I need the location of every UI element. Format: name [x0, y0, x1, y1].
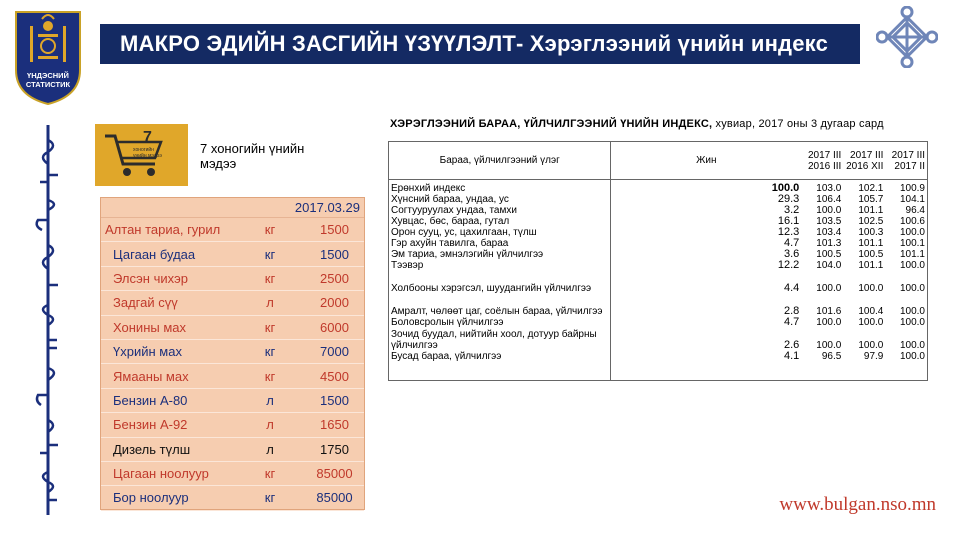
price-item-value: 1500 [320, 246, 349, 262]
cpi-cell-v2: 102.5 [858, 216, 884, 227]
price-row [101, 267, 364, 291]
price-item-name: Цагаан будаа [113, 246, 196, 262]
cpi-cell-weight: 4.4 [611, 271, 801, 294]
logo-text-line2: СТАТИСТИК [25, 80, 71, 89]
price-item-value: 6000 [320, 319, 349, 335]
price-item-unit: л [266, 295, 274, 311]
cpi-filler-cell [843, 362, 885, 380]
cpi-filler-cell [389, 362, 611, 380]
cpi-cell-weight: 2.6 [611, 328, 801, 351]
cpi-cell-v1: 103.0 [816, 183, 842, 194]
cpi-cell-name: Холбооны хэрэгсэл, шуудангийн үйлчилгээ [389, 271, 611, 294]
cpi-col-2-line2: 2016 XII [846, 160, 884, 172]
cpi-row [389, 260, 928, 271]
cpi-filler-cell [611, 362, 801, 380]
price-row [101, 340, 364, 364]
cpi-table [388, 141, 928, 381]
price-item-name: Элсэн чихэр [113, 270, 188, 286]
logo-text-line1: ҮНДЭСНИЙ [27, 71, 69, 80]
cpi-cell-v2: 101.1 [858, 238, 884, 249]
price-item-unit: л [266, 417, 274, 433]
cpi-cell-name: Боловсролын үйлчилгээ [389, 317, 611, 328]
cpi-cell-weight: 4.7 [611, 317, 801, 328]
cpi-title-bold: ХЭРЭГЛЭЭНИЙ БАРАА, ҮЙЛЧИЛГЭЭНИЙ ҮНИЙН ИНДЕКС, [390, 118, 713, 130]
price-item-value: 4500 [320, 368, 349, 384]
cpi-col-3-line1: 2017 III [891, 149, 925, 161]
price-row [101, 242, 364, 266]
endless-knot-icon [876, 6, 938, 68]
cpi-cell-v2: 101.1 [858, 205, 884, 216]
cpi-cell-name: Хувцас, бөс, бараа, гутал [389, 216, 611, 227]
cpi-cell-v3: 100.0 [885, 294, 927, 317]
cpi-filler-cell [801, 362, 843, 380]
price-item-unit: кг [264, 368, 276, 384]
cpi-cell-v3: 101.1 [885, 249, 927, 260]
cpi-row [389, 328, 928, 351]
price-item-value: 2000 [320, 295, 349, 311]
price-item-value: 85000 [316, 466, 353, 482]
page-title: МАКРО ЭДИЙН ЗАСГИЙН ҮЗҮҮЛЭЛТ- Хэрэглээний үнийн индекс [120, 31, 829, 56]
cpi-cell-name: Ерөнхий индекс [389, 180, 611, 195]
cpi-col-2 [843, 142, 885, 180]
cpi-row [389, 194, 928, 205]
cpi-cell-weight: 16.1 [611, 216, 801, 227]
price-item-name: Бор ноолуур [113, 490, 189, 506]
cpi-cell-weight: 100.0 [611, 180, 801, 195]
cpi-cell-v1: 104.0 [816, 260, 842, 271]
cpi-filler-cell [885, 362, 927, 380]
price-item-unit: кг [264, 270, 276, 286]
price-rows [101, 218, 364, 511]
price-item-unit: кг [264, 344, 276, 360]
cpi-cell-v3: 100.0 [885, 351, 927, 362]
price-item-name: Хонины мах [113, 319, 186, 335]
cpi-cell-v3: 100.6 [885, 216, 927, 227]
price-row [101, 462, 364, 486]
cpi-cell-weight: 3.2 [611, 205, 801, 216]
cpi-cell-v1: 103.4 [816, 227, 842, 238]
price-item-name: Задгай сүү [113, 295, 178, 311]
svg-text:7: 7 [143, 130, 152, 146]
cpi-cell-v2: 100.5 [858, 249, 884, 260]
price-row [101, 364, 364, 388]
cpi-row [389, 294, 928, 317]
cpi-cell-v3: 100.0 [885, 328, 927, 351]
nso-logo [8, 6, 88, 106]
cpi-cell-v3: 100.0 [885, 227, 927, 238]
cpi-cell-weight: 12.2 [611, 260, 801, 271]
cpi-cell-weight: 3.6 [611, 249, 801, 260]
price-row [101, 413, 364, 437]
price-row [101, 389, 364, 413]
price-item-value: 1750 [320, 441, 349, 457]
cpi-col-weight: Жин [611, 142, 801, 180]
thumb-text-line1: хоногийн [133, 147, 154, 153]
cpi-body [389, 180, 928, 381]
cpi-cell-v1: 103.5 [816, 216, 842, 227]
cpi-title-rest: хувиар, 2017 оны 3 дугаар сард [712, 118, 884, 130]
cpi-col-1-line2: 2016 III [807, 160, 842, 172]
price-item-name: Алтан тариа, гурил [105, 222, 221, 238]
cpi-cell-name: Тээвэр [389, 260, 611, 271]
cpi-cell-v1: 100.5 [816, 249, 842, 260]
price-item-unit: л [266, 392, 274, 408]
weekly-price-caption [200, 141, 320, 171]
cpi-filler-row [389, 362, 928, 380]
price-row [101, 316, 364, 340]
cpi-cell-v2: 100.4 [858, 306, 884, 317]
price-item-unit: кг [264, 246, 276, 262]
header-bar [100, 24, 860, 64]
mongolian-script-banner [28, 110, 68, 530]
cpi-cell-weight: 4.1 [611, 351, 801, 362]
cpi-cell-v1: 101.6 [816, 306, 842, 317]
price-row [101, 486, 364, 510]
mongolian-script-glyphs [33, 120, 63, 520]
cpi-row [389, 271, 928, 294]
cpi-cell-name: Бусад бараа, үйлчилгээ [389, 351, 611, 362]
price-item-name: Дизель түлш [113, 441, 191, 457]
cpi-row [389, 351, 928, 362]
weekly-caption-text: 7 хоногийн үнийн мэдээ [200, 141, 305, 171]
price-item-value: 1650 [320, 417, 349, 433]
price-item-value: 85000 [316, 490, 353, 506]
cpi-row [389, 227, 928, 238]
cpi-cell-weight: 12.3 [611, 227, 801, 238]
cpi-col-1 [801, 142, 843, 180]
cpi-cell-name: Эм тариа, эмнэлэгийн үйлчилгээ [389, 249, 611, 260]
cpi-cell-v1: 100.0 [816, 283, 842, 294]
cpi-col-3-line2: 2017 II [894, 160, 925, 172]
cpi-row [389, 238, 928, 249]
price-item-name: Бензин А-92 [113, 417, 188, 433]
cpi-row [389, 180, 928, 195]
cpi-row [389, 317, 928, 328]
website-link[interactable]: www.bulgan.nso.mn [779, 494, 936, 515]
cpi-row [389, 205, 928, 216]
cpi-title [390, 118, 884, 130]
price-item-value: 1500 [320, 222, 349, 238]
price-item-value: 1500 [320, 392, 349, 408]
cpi-cell-v3: 96.4 [885, 205, 927, 216]
price-item-unit: кг [264, 222, 276, 238]
thumb-text-line2: үнийн мэдээ [133, 153, 162, 159]
cpi-row [389, 249, 928, 260]
price-item-value: 7000 [320, 344, 349, 360]
cpi-cell-weight: 2.8 [611, 294, 801, 317]
cart-icon [103, 130, 179, 180]
cpi-cell-name: Орон сууц, ус, цахилгаан, түлш [389, 227, 611, 238]
cpi-cell-v2: 102.1 [858, 183, 884, 194]
cpi-cell-name: Гэр ахуйн тавилга, бараа [389, 238, 611, 249]
price-row [101, 438, 364, 462]
price-item-name: Ямааны мах [113, 368, 189, 384]
price-item-unit: кг [264, 466, 276, 482]
cpi-cell-v3: 100.9 [885, 180, 927, 195]
cpi-cell-weight: 4.7 [611, 238, 801, 249]
price-item-unit: л [266, 441, 274, 457]
cpi-cell-v2: 101.1 [858, 260, 884, 271]
cpi-cell-v1: 100.0 [816, 340, 842, 351]
cpi-cell-v2: 100.0 [858, 340, 884, 351]
cpi-cell-name: Амралт, чөлөөт цаг, соёлын бараа, үйлчилгээ [389, 294, 611, 317]
cpi-cell-name: Согтууруулах ундаа, тамхи [389, 205, 611, 216]
price-item-name: Цагаан ноолуур [113, 466, 209, 482]
cpi-cell-v2: 105.7 [858, 194, 884, 205]
cpi-col-name: Бараа, үйлчилгээний үлэг [389, 142, 611, 180]
price-date: 2017.03.29 [101, 198, 364, 218]
cpi-cell-v1: 100.0 [816, 205, 842, 216]
cpi-col-2-line1: 2017 III [850, 149, 884, 161]
cpi-cell-v1: 100.0 [816, 317, 842, 328]
cpi-header-row [389, 142, 928, 180]
price-row [101, 218, 364, 242]
cpi-cell-v1: 106.4 [816, 194, 842, 205]
cpi-cell-v2: 100.0 [858, 283, 884, 294]
cpi-cell-v1: 101.3 [816, 238, 842, 249]
cpi-cell-v2: 97.9 [863, 351, 884, 362]
cpi-cell-v2: 100.0 [858, 317, 884, 328]
weekly-price-thumbnail [95, 124, 188, 186]
weekly-price-panel [100, 197, 365, 510]
price-item-value: 2500 [320, 270, 349, 286]
price-item-unit: кг [264, 319, 276, 335]
cpi-cell-name: Хүнсний бараа, ундаа, ус [389, 194, 611, 205]
endless-knot-ornament [876, 6, 938, 68]
price-item-name: Бензин А-80 [113, 392, 188, 408]
cpi-cell-weight: 29.3 [611, 194, 801, 205]
cpi-cell-v3: 100.0 [885, 260, 927, 271]
price-item-unit: кг [264, 490, 276, 506]
cpi-col-1-line1: 2017 III [807, 149, 842, 161]
cpi-col-3 [885, 142, 927, 180]
cpi-row [389, 216, 928, 227]
cpi-cell-v1: 96.5 [821, 351, 842, 362]
cpi-cell-v3: 100.0 [885, 271, 927, 294]
price-item-name: Үхрийн мах [113, 344, 182, 360]
cpi-cell-v3: 100.1 [885, 238, 927, 249]
cpi-cell-name: Зочид буудал, нийтийн хоол, дотуур байрны үйлчилгээ [389, 328, 611, 351]
cpi-cell-v3: 104.1 [885, 194, 927, 205]
price-row [101, 291, 364, 315]
cpi-cell-v3: 100.0 [885, 317, 927, 328]
cpi-cell-v2: 100.3 [858, 227, 884, 238]
